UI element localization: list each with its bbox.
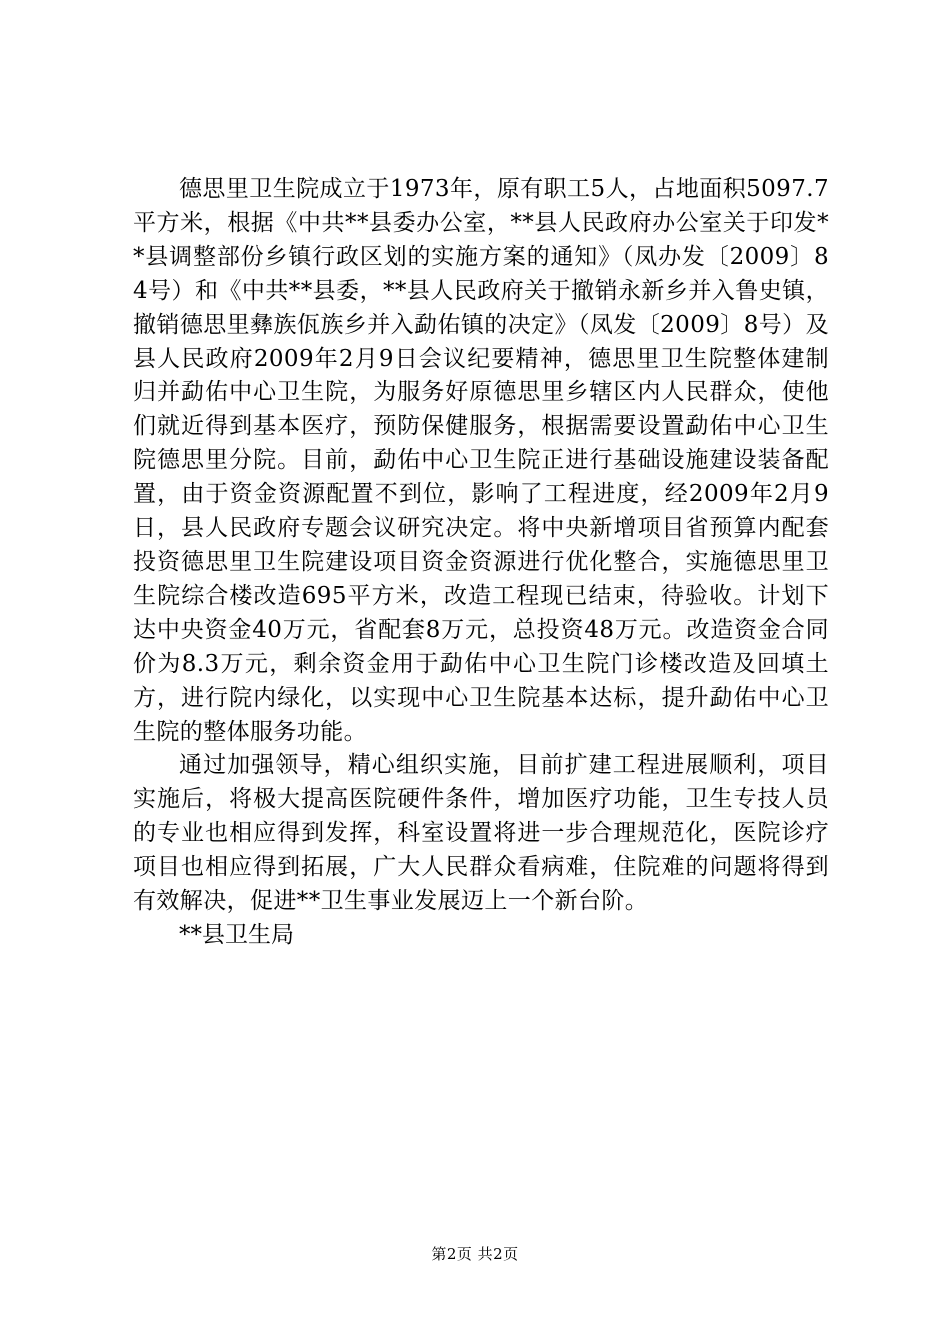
paragraph-1: 德思里卫生院成立于1973年，原有职工5人，占地面积5097.7平方米，根据《中共**县委办公室，**县人民政府办公室关于印发**县调整部份乡镇行政区划的实施方案的通知》（凤办发〔2009〕84号）和《中共**县委，**县人民政府关于撤销永新乡并入鲁史镇，撤销德思里彝族佤族乡并入勐佑镇的决定》（凤发〔2009〕8号）及县人民政府2009年2月9日会议纪要精神，德思里卫生院整体建制归并勐佑中心卫生院，为服务好原德思里乡辖区内人民群众，使他们就近得到基本医疗，预防保健服务，根据需要设置勐佑中心卫生院德思里分院。目前，勐佑中心卫生院正进行基础设施建设装备配置，由于资金资源配置不到位，影响了工程进度，经2009年2月9日，县人民政府专题会议研究决定。将中央新增项目省预算内配套投资德思里卫生院建设项目资金资源进行优化整合，实施德思里卫生院综合楼改造695平方米，改造工程现已结束，待验收。计划下达中央资金40万元，省配套8万元，总投资48万元。改造资金合同价为8.3万元，剩余资金用于勐佑中心卫生院门诊楼改造及回填土方，进行院内绿化，以实现中心卫生院基本达标，提升勐佑中心卫生院的整体服务功能。 <box>133 176 829 745</box>
signature: **县卫生局 <box>179 921 294 948</box>
page-footer: 第2页 共2页 <box>431 1245 519 1263</box>
document-body <box>133 173 829 953</box>
paragraph-2: 通过加强领导，精心组织实施，目前扩建工程进展顺利，项目实施后，将极大提高医院硬件条件，增加医疗功能，卫生专技人员的专业也相应得到发挥，科室设置将进一步合理规范化，医院诊疗项目也相应得到拓展，广大人民群众看病难，住院难的问题将得到有效解决，促进**卫生事业发展迈上一个新台阶。 <box>133 752 829 915</box>
